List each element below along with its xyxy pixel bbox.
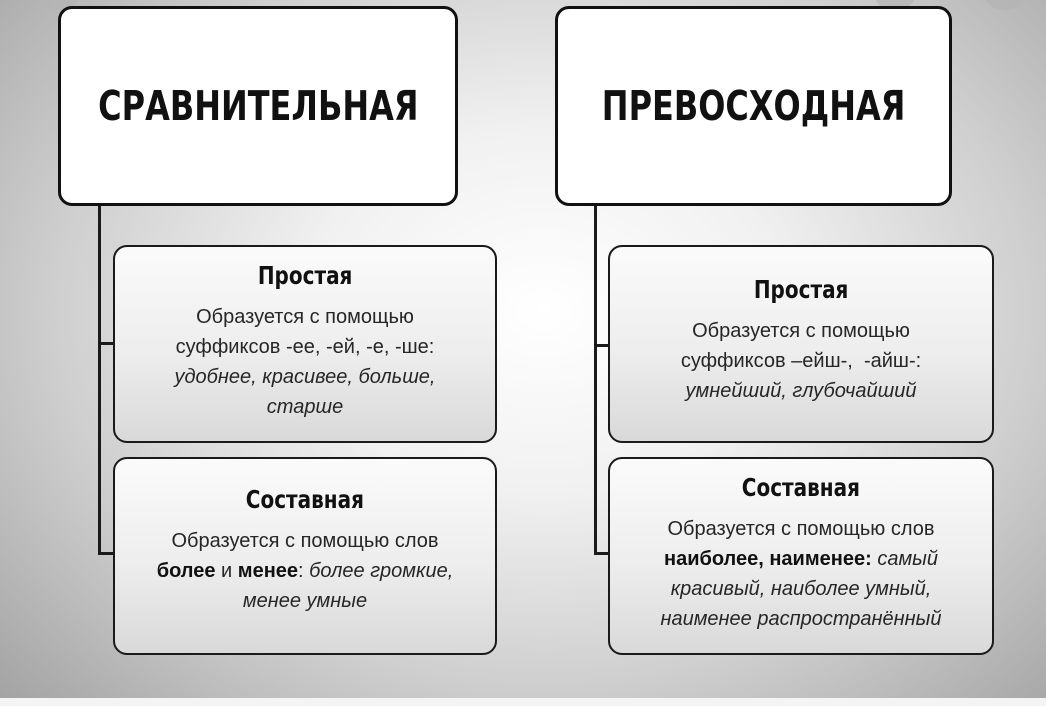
card-title: Составная: [741, 473, 861, 502]
card-example-line: наименее распространённый: [660, 608, 942, 630]
card-title: Простая: [753, 275, 849, 304]
card-example-line: менее умные: [242, 590, 368, 612]
keyword-naibolee-naimenee: наиболее, наименее:: [663, 548, 872, 570]
comparative-title: СРАВНИТЕЛЬНАЯ: [97, 82, 419, 130]
card-example-line: красивый, наиболее умный,: [670, 578, 932, 600]
card-text-line: Образуется с помощью: [196, 306, 414, 328]
card-text-line: Образуется с помощью слов: [667, 518, 935, 540]
comparative-title-box: [58, 6, 458, 206]
superlative-title-box: [555, 6, 952, 206]
comparative-compound-card: [113, 457, 497, 655]
card-example-line: умнейший, глубочайший: [685, 380, 917, 402]
card-text-line: суффиксов –ейш-, -айш-:: [680, 350, 922, 372]
card-text-line: Образуется с помощью слов: [171, 530, 439, 552]
bottom-strip: [0, 698, 1046, 706]
card-example-line: удобнее, красивее, больше,: [174, 366, 436, 388]
comparative-simple-card: [113, 245, 497, 443]
card-title: Составная: [245, 485, 365, 514]
superlative-compound-card: [608, 457, 994, 655]
left-connector-vertical: [98, 204, 101, 554]
corner-blob-far-right: [986, 0, 1024, 10]
keyword-bolee: более: [156, 560, 216, 582]
superlative-simple-card: [608, 245, 994, 443]
superlative-title: ПРЕВОСХОДНАЯ: [601, 82, 906, 130]
card-example-text: самый: [871, 548, 938, 570]
colon: :: [298, 560, 310, 582]
card-example-text: более громкие,: [309, 560, 454, 582]
card-title: Простая: [257, 261, 353, 290]
card-text-line: суффиксов -ее, -ей, -е, -ше:: [175, 336, 435, 358]
connector-word: и: [215, 560, 238, 582]
card-example-line: старше: [266, 396, 344, 418]
keyword-menee: менее: [237, 560, 299, 582]
right-connector-vertical: [594, 204, 597, 554]
card-text-line: [610, 544, 992, 574]
card-text-line: Образуется с помощью: [692, 320, 910, 342]
card-text-line: [115, 556, 495, 586]
